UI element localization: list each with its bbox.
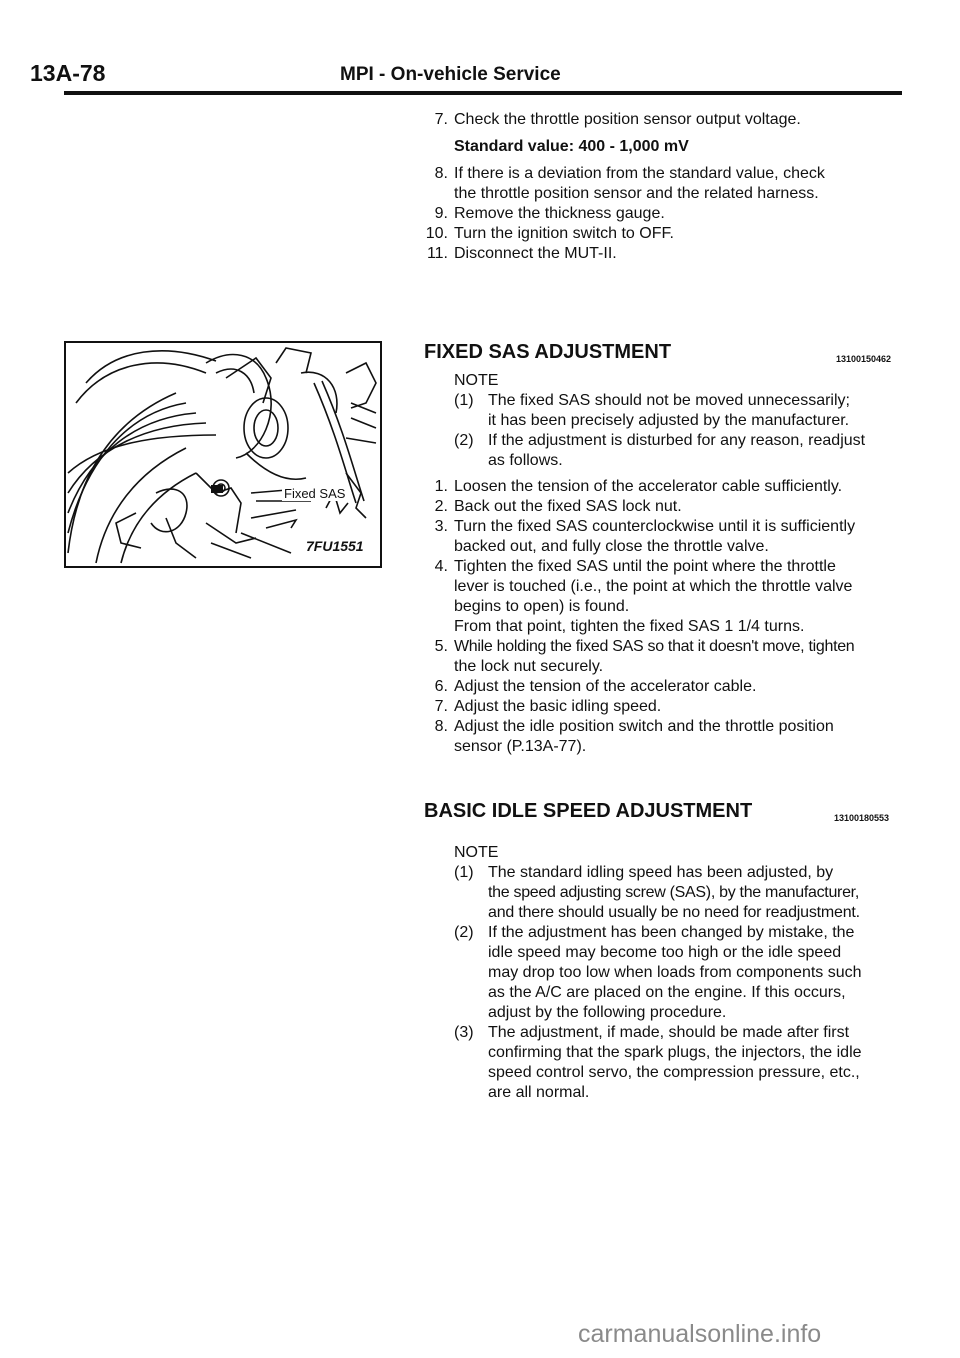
note-number: (2): [454, 924, 474, 941]
note-text: The adjustment, if made, should be made after first: [488, 1024, 850, 1041]
note-text: it has been precisely adjusted by the manufacturer.: [488, 412, 850, 429]
note-label: NOTE: [454, 844, 499, 861]
section-title: BASIC IDLE SPEED ADJUSTMENT: [424, 800, 753, 822]
note-text: may drop too low when loads from components such: [488, 964, 862, 981]
note-number: (2): [454, 432, 474, 449]
throttle-body-figure: [64, 341, 382, 568]
section-code: 13100180553: [834, 813, 890, 823]
step-number: 6.: [434, 678, 448, 695]
step-number: 5.: [434, 638, 448, 655]
step-number: 10.: [425, 225, 448, 242]
step-number: 9.: [434, 205, 448, 222]
figure-callout: Fixed SAS: [284, 486, 346, 501]
watermark: carmanualsonline.info: [578, 1320, 822, 1348]
step-text: the lock nut securely.: [454, 658, 604, 675]
step-text: While holding the fixed SAS so that it doesn't move, tighten: [454, 638, 855, 655]
step-number: 1.: [434, 478, 448, 495]
note-text: are all normal.: [488, 1084, 590, 1101]
step-text: Loosen the tension of the accelerator cable sufficiently.: [454, 478, 843, 495]
step-text: If there is a deviation from the standard value, check: [454, 165, 825, 182]
note-text: The fixed SAS should not be moved unnecessarily;: [488, 392, 850, 409]
note-text: adjust by the following procedure.: [488, 1004, 727, 1021]
note-text: If the adjustment has been changed by mistake, the: [488, 924, 855, 941]
step-text: Adjust the idle position switch and the throttle position: [454, 718, 834, 735]
step-text: Back out the fixed SAS lock nut.: [454, 498, 682, 515]
step-text: Turn the ignition switch to OFF.: [454, 225, 674, 242]
step-text: Turn the fixed SAS counterclockwise until it is sufficiently: [454, 518, 856, 535]
page-title: MPI - On-vehicle Service: [340, 64, 561, 85]
step-number: 8.: [434, 718, 448, 735]
note-number: (3): [454, 1024, 474, 1041]
note-text: idle speed may become too high or the idle speed: [488, 944, 842, 961]
step-text: From that point, tighten the fixed SAS 1 1/4 turns.: [454, 618, 805, 635]
note-number: (1): [454, 864, 474, 881]
note-text: and there should usually be no need for readjustment.: [488, 904, 860, 921]
figure-code: 7FU1551: [306, 538, 364, 554]
header-rule: [64, 91, 902, 95]
page-number: 13A-78: [30, 60, 106, 86]
note-text: The standard idling speed has been adjusted, by: [488, 864, 834, 881]
step-text: Adjust the tension of the accelerator cable.: [454, 678, 757, 695]
step-text: backed out, and fully close the throttle valve.: [454, 538, 769, 555]
section-title: FIXED SAS ADJUSTMENT: [424, 341, 672, 363]
step-number: 2.: [434, 498, 448, 515]
step-number: 11.: [426, 245, 448, 262]
note-text: confirming that the spark plugs, the injectors, the idle: [488, 1044, 862, 1061]
note-text: the speed adjusting screw (SAS), by the manufacturer,: [488, 884, 859, 901]
note-label: NOTE: [454, 372, 499, 389]
step-text: begins to open) is found.: [454, 598, 630, 615]
note-text: as the A/C are placed on the engine. If this occurs,: [488, 984, 846, 1001]
standard-value: Standard value: 400 - 1,000 mV: [454, 138, 689, 155]
note-text: If the adjustment is disturbed for any reason, readjust: [488, 432, 866, 449]
step-number: 7.: [434, 698, 448, 715]
section-code: 13100150462: [836, 354, 892, 364]
note-text: speed control servo, the compression pressure, etc.,: [488, 1064, 860, 1081]
step-number: 3.: [434, 518, 448, 535]
step-text: Remove the thickness gauge.: [454, 205, 665, 222]
step-text: Adjust the basic idling speed.: [454, 698, 662, 715]
step-text: Disconnect the MUT-II.: [454, 245, 617, 262]
step-number: 8.: [434, 165, 448, 182]
step-text: the throttle position sensor and the related harness.: [454, 185, 819, 202]
step-text: lever is touched (i.e., the point at which the throttle valve: [454, 578, 853, 595]
step-text: Check the throttle position sensor output voltage.: [454, 111, 801, 128]
note-number: (1): [454, 392, 474, 409]
step-number: 4.: [434, 558, 448, 575]
throttle-body-illustration: [66, 343, 380, 566]
step-text: Tighten the fixed SAS until the point where the throttle: [454, 558, 836, 575]
note-text: as follows.: [488, 452, 563, 469]
step-text: sensor (P.13A-77).: [454, 738, 587, 755]
step-number: 7.: [434, 111, 448, 128]
